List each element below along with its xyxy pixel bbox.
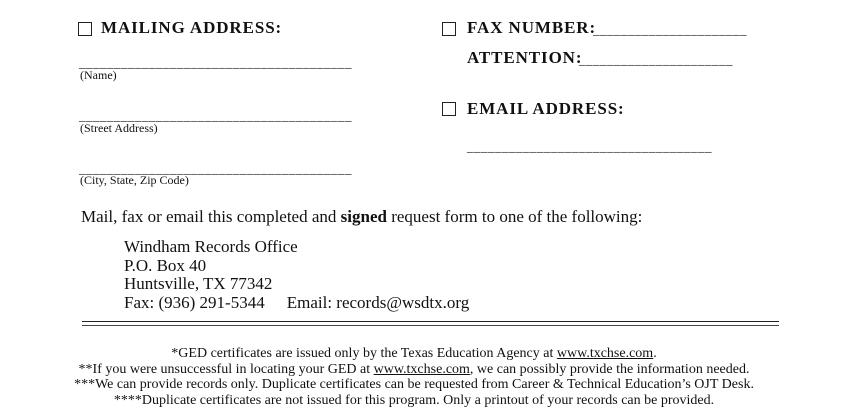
- footnote-2-text: **If you were unsuccessful in locating your GED at: [78, 361, 374, 377]
- email-address-line: ___________________________________: [467, 139, 712, 154]
- fax-number-line: ______________________: [593, 22, 747, 37]
- street-address-field[interactable]: [79, 105, 395, 121]
- name-caption: (Name): [80, 68, 117, 82]
- fax-number-checkbox[interactable]: [442, 22, 456, 36]
- city-state-zip-caption: (City, State, Zip Code): [80, 173, 189, 187]
- txchse-link-2[interactable]: www.txchse.com: [373, 361, 470, 377]
- instructions-after: request form to one of the following:: [386, 207, 643, 226]
- city-state-zip-field[interactable]: [79, 158, 395, 174]
- attention-field[interactable]: [579, 49, 769, 65]
- footnote-1-text: *GED certificates are issued only by the Texas Education Agency at: [171, 346, 557, 361]
- mailing-address-heading: MAILING ADDRESS:: [101, 18, 283, 37]
- street-address-line: _______________________________________: [79, 108, 352, 123]
- office-fax-email: [124, 294, 469, 313]
- attention-line: ______________________: [579, 52, 733, 67]
- footnotes: [0, 346, 850, 408]
- instructions-bold: signed: [340, 207, 387, 226]
- fax-number-field[interactable]: [593, 19, 769, 35]
- office-fax: Fax: (936) 291-5344: [124, 292, 265, 312]
- footnote-3: ***We can provide records only. Duplicate certificates can be requested from Career & Technical Education’s OJT Desk.: [74, 377, 754, 392]
- email-address-field[interactable]: [467, 136, 769, 152]
- instructions-before: Mail, fax or email this completed and: [81, 207, 341, 226]
- txchse-link-1[interactable]: www.txchse.com: [556, 346, 654, 361]
- attention-label: ATTENTION:: [467, 48, 583, 67]
- fax-number-heading: FAX NUMBER:: [467, 18, 597, 37]
- footnote-2-end: , we can possibly provide the information needed.: [469, 361, 750, 377]
- name-line: _______________________________________: [79, 55, 352, 70]
- email-address-heading: EMAIL ADDRESS:: [467, 99, 625, 118]
- office-email: Email: records@wsdtx.org: [286, 292, 470, 312]
- office-address-block: [124, 238, 469, 312]
- divider-thin: [82, 325, 779, 326]
- name-field[interactable]: [79, 52, 395, 68]
- office-po-box: P.O. Box 40: [124, 255, 207, 275]
- divider-thick: [82, 321, 779, 322]
- email-address-checkbox[interactable]: [442, 102, 456, 116]
- office-name: Windham Records Office: [124, 237, 298, 256]
- footnote-2: [0, 362, 850, 378]
- city-state-zip-line: _______________________________________: [79, 161, 352, 176]
- mailing-address-checkbox[interactable]: [78, 22, 92, 36]
- instructions-text: [81, 207, 642, 227]
- street-address-caption: (Street Address): [80, 121, 158, 135]
- footnote-4: ****Duplicate certificates are not issued for this program. Only a printout of your records can be provided.: [113, 392, 715, 408]
- office-city: Huntsville, TX 77342: [124, 274, 273, 293]
- footnote-1-end: .: [653, 346, 657, 361]
- footnote-1: [0, 346, 850, 362]
